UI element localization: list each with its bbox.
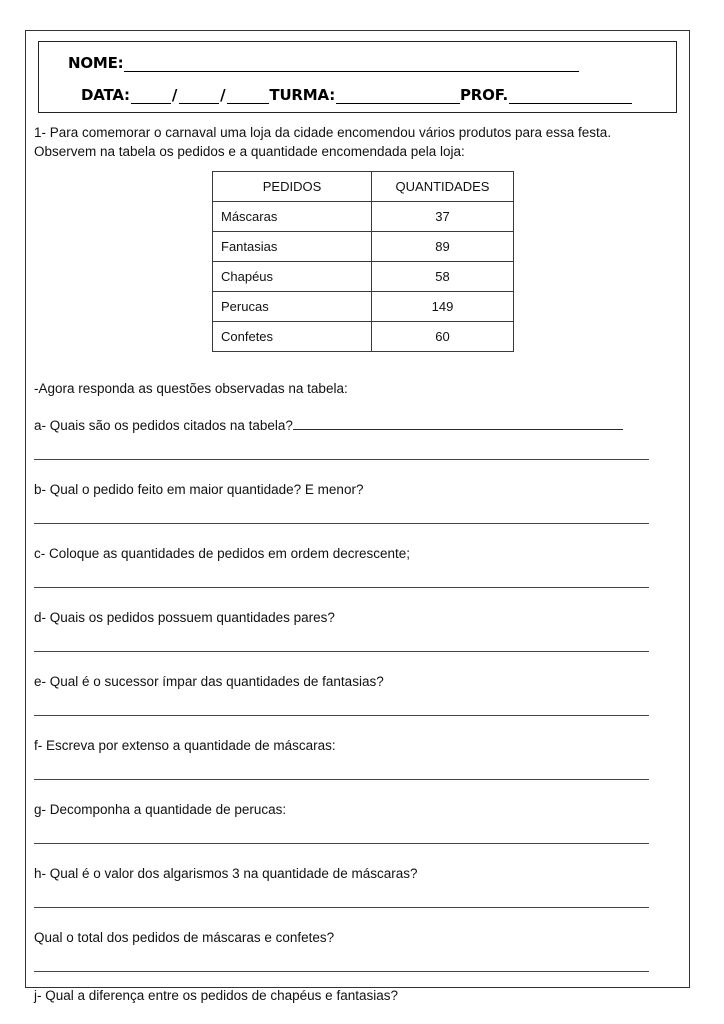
question-text-c: c- Coloque as quantidades de pedidos em ordem decrescente; [34, 546, 410, 561]
orders-table [212, 171, 514, 352]
data-day-input-line[interactable] [131, 90, 171, 104]
question-item-j [34, 986, 679, 1005]
exercise-intro-line-2: Observem na tabela os pedidos e a quantidade encomendada pela loja: [34, 144, 465, 159]
question-text-e: e- Qual é o sucessor ímpar das quantidades de fantasias? [34, 674, 384, 689]
question-item-f [34, 736, 679, 755]
questions-intro: -Agora responda as questões observadas na tabela: [34, 381, 348, 396]
data-label: DATA: [81, 86, 130, 104]
question-text-j: j- Qual a diferença entre os pedidos de chapéus e fantasias? [34, 988, 398, 1003]
date-separator-2: / [220, 86, 226, 104]
table-cell-quantidade: 37 [372, 202, 514, 232]
turma-label: TURMA: [269, 86, 335, 104]
student-info-box [38, 41, 677, 113]
nome-label: NOME: [68, 54, 124, 72]
data-year-input-line[interactable] [227, 90, 269, 104]
prof-label: PROF. [460, 86, 509, 104]
question-text-b: b- Qual o pedido feito em maior quantidade? E menor? [34, 482, 364, 497]
worksheet-page [25, 30, 690, 1003]
table-cell-pedido: Confetes [213, 322, 372, 352]
question-item-h [34, 864, 679, 883]
table-cell-quantidade: 58 [372, 262, 514, 292]
table-cell-pedido: Perucas [213, 292, 372, 322]
table-cell-pedido: Chapéus [213, 262, 372, 292]
table-row [213, 202, 514, 232]
date-separator-1: / [171, 86, 178, 104]
turma-input-line[interactable] [336, 90, 460, 104]
table-row [213, 322, 514, 352]
question-text-f: f- Escreva por extenso a quantidade de máscaras: [34, 738, 336, 753]
exercise-intro-line-1: 1- Para comemorar o carnaval uma loja da cidade encomendou vários produtos para essa festa. [34, 125, 612, 140]
table-cell-quantidade: 149 [372, 292, 514, 322]
data-month-input-line[interactable] [179, 90, 219, 104]
question-item-b [34, 480, 679, 499]
question-text-d: d- Quais os pedidos possuem quantidades pares? [34, 610, 335, 625]
question-text-g: g- Decomponha a quantidade de perucas: [34, 802, 287, 817]
nome-field-row [68, 54, 579, 72]
data-field-row [81, 86, 632, 104]
question-item-c [34, 544, 679, 563]
table-row [213, 262, 514, 292]
question-text-i: Qual o total dos pedidos de máscaras e confetes? [34, 930, 335, 945]
table-cell-quantidade: 60 [372, 322, 514, 352]
table-row [213, 292, 514, 322]
table-cell-pedido: Máscaras [213, 202, 372, 232]
question-item-a [34, 416, 679, 435]
table-cell-pedido: Fantasias [213, 232, 372, 262]
question-item-e [34, 672, 679, 691]
question-item-d [34, 608, 679, 627]
nome-input-line[interactable] [124, 58, 579, 72]
orders-table-wrapper [212, 171, 514, 352]
prof-input-line[interactable] [509, 90, 632, 104]
questions-section [34, 379, 679, 1005]
answer-line-a-inline[interactable] [293, 417, 623, 430]
question-text-h: h- Qual é o valor dos algarismos 3 na quantidade de máscaras? [34, 866, 418, 881]
table-row [213, 232, 514, 262]
table-header-quantidades: QUANTIDADES [372, 172, 514, 202]
table-header-pedidos: PEDIDOS [213, 172, 372, 202]
question-item-g [34, 800, 679, 819]
question-text-a [34, 416, 679, 435]
table-header-row [213, 172, 514, 202]
exercise-intro [34, 123, 679, 161]
question-label-a: a- Quais são os pedidos citados na tabela? [34, 418, 293, 433]
question-item-i [34, 928, 679, 947]
table-cell-quantidade: 89 [372, 232, 514, 262]
